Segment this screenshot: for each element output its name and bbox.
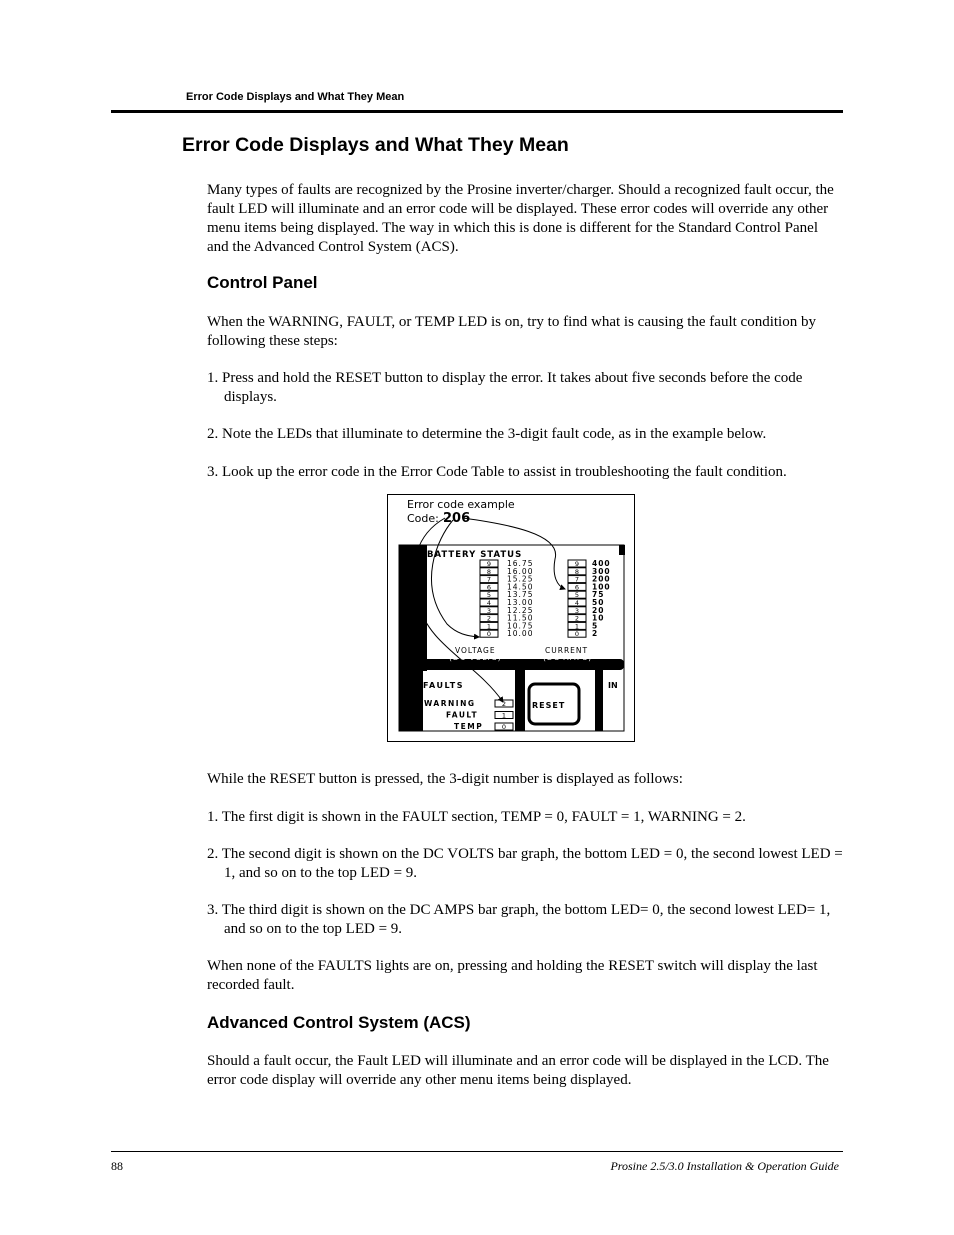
current-value: 100 <box>592 582 611 592</box>
figure-code-label: Code: <box>407 512 439 525</box>
current-value: 20 <box>592 605 605 615</box>
step-3: 3. Look up the error code in the Error Code Table to assist in troubleshooting the fault condition. <box>207 464 787 480</box>
voltage-led-number: 8 <box>486 567 492 576</box>
voltage-led-number: 6 <box>486 583 492 592</box>
voltage-led-number: 9 <box>486 560 492 568</box>
voltage-value: 11.50 <box>507 613 534 623</box>
voltage-value: 13.00 <box>507 598 534 607</box>
current-led-number: 5 <box>574 591 580 600</box>
current-led-number: 9 <box>574 560 580 568</box>
acs-text: Should a fault occur, the Fault LED will illuminate and an error code will be displayed in the LCD. The error code display will override any other menu items being displayed. <box>207 1053 829 1088</box>
page-number: 88 <box>111 1159 123 1173</box>
current-value: 300 <box>592 566 611 576</box>
fault-led-number: 2 <box>501 700 507 708</box>
guide-title: Prosine 2.5/3.0 Installation & Operation Guide <box>610 1159 839 1173</box>
digit-1: 1. The first digit is shown in the FAULT section, TEMP = 0, FAULT = 1, WARNING = 2. <box>207 809 746 825</box>
voltage-label: VOLTAGE <box>455 646 496 655</box>
voltage-value: 15.25 <box>507 574 534 584</box>
fault-led-number: 1 <box>501 711 507 720</box>
current-led-number: 4 <box>574 599 580 607</box>
voltage-value: 10.75 <box>507 621 534 631</box>
current-led-number: 3 <box>574 606 580 615</box>
intro-paragraph: Many types of faults are recognized by the Prosine inverter/charger. Should a recognized fault occur, the fault LED will illuminate and an error code will be displayed. These error codes will override any other menu items being displayed. The way in which this is done is different for the Standard Control Panel and the Advanced Control System (ACS). <box>207 182 834 255</box>
current-led-number: 8 <box>574 567 580 576</box>
voltage-value: 13.75 <box>507 590 534 600</box>
current-label: CURRENT <box>545 646 589 655</box>
voltage-led-number: 7 <box>486 575 492 584</box>
voltage-value: 12.25 <box>507 605 534 615</box>
faults-label: FAULTS <box>423 681 464 690</box>
voltage-value: 10.00 <box>507 629 534 639</box>
figure-caption: Error code example <box>407 498 515 511</box>
voltage-unit: (DC VOLTS) <box>449 653 502 662</box>
control-panel-heading: Control Panel <box>207 273 318 292</box>
digit-3: 3. The third digit is shown on the DC AMPS bar graph, the bottom LED= 0, the second lowest LED= 1, and so on to the top LED = 9. <box>207 902 831 937</box>
running-head: Error Code Displays and What They Mean <box>186 91 405 103</box>
error-code-figure <box>387 494 635 742</box>
current-value: 2 <box>592 629 599 639</box>
current-led-number: 1 <box>574 622 580 631</box>
step-1: 1. Press and hold the RESET button to display the error. It takes about five seconds before the code displays. <box>207 370 803 405</box>
current-unit: (DC AMPS) <box>543 653 593 662</box>
voltage-led-number: 1 <box>486 622 492 631</box>
fault-led-number: 0 <box>501 723 507 731</box>
panel-corner-mark <box>619 545 625 555</box>
current-value: 5 <box>592 621 599 631</box>
reset-label: RESET <box>532 701 566 710</box>
step-2: 2. Note the LEDs that illuminate to determine the 3-digit fault code, as in the example below. <box>207 426 767 442</box>
current-led-number: 6 <box>574 583 580 592</box>
current-led-number: 0 <box>574 630 580 639</box>
voltage-led-number: 3 <box>486 606 492 615</box>
voltage-value: 16.75 <box>507 559 534 568</box>
voltage-value: 16.00 <box>507 566 534 576</box>
in-label: IN <box>608 681 618 690</box>
current-led-number: 2 <box>574 614 580 623</box>
voltage-led-number: 4 <box>486 599 492 607</box>
fault-row-label: FAULT <box>446 710 479 720</box>
current-value: 50 <box>592 598 605 607</box>
current-led-number: 7 <box>574 575 580 584</box>
figure-code-value: 206 <box>443 511 471 526</box>
fault-row-label: TEMP <box>454 722 484 731</box>
control-panel-intro: When the WARNING, FAULT, or TEMP LED is on, try to find what is causing the fault condition by following these steps: <box>207 314 816 349</box>
error-code-diagram <box>387 494 635 742</box>
fault-row-label: WARNING <box>424 699 476 708</box>
acs-heading: Advanced Control System (ACS) <box>207 1013 471 1032</box>
no-faults-text: When none of the FAULTS lights are on, pressing and holding the RESET switch will display the last recorded fault. <box>207 958 818 993</box>
footer-rule <box>111 1151 843 1152</box>
page-title: Error Code Displays and What They Mean <box>182 134 569 156</box>
faults-left-edge <box>417 670 423 731</box>
current-value: 75 <box>592 590 605 600</box>
after-figure-text: While the RESET button is pressed, the 3-digit number is displayed as follows: <box>207 771 683 787</box>
voltage-value: 14.50 <box>507 582 534 592</box>
voltage-led-number: 2 <box>486 614 492 623</box>
voltage-led-number: 5 <box>486 591 492 600</box>
faults-right-edge <box>595 670 603 731</box>
current-value: 400 <box>592 559 611 568</box>
digit-2: 2. The second digit is shown on the DC VOLTS bar graph, the bottom LED = 0, the second lowest LED = 1, and so on to the top LED = 9. <box>207 846 843 881</box>
header-rule <box>111 110 843 113</box>
voltage-led-number: 0 <box>486 630 492 639</box>
current-value: 200 <box>592 574 611 584</box>
faults-mid-edge <box>515 670 525 731</box>
current-value: 10 <box>592 613 605 623</box>
panel-left-inner-bar <box>417 545 427 671</box>
battery-status-label: BATTERY STATUS <box>427 550 523 560</box>
